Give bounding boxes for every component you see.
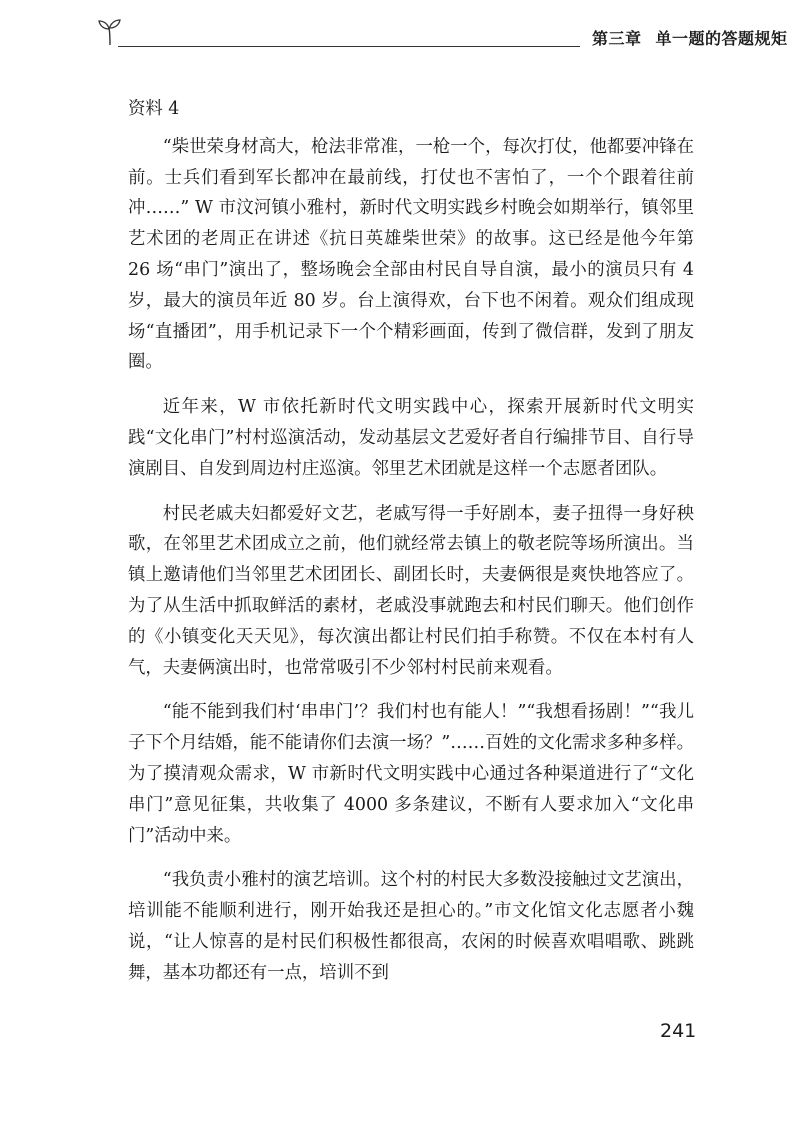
page-body (128, 94, 694, 1003)
body-paragraph: “我负责小雅村的演艺培训。这个村的村民大多数没接触过文艺演出，培训能不能顺利进行，刚开始我还是担心的。”市文化馆文化志愿者小魏说，“让人惊喜的是村民们积极性都很高，农闲的时候喜欢唱唱歌、跳跳舞，基本功都还有一点，培训不到 (128, 870, 694, 983)
body-paragraph: “能不能到我们村‘串串门’？我们村也有能人！”“我想看扬剧！”“我儿子下个月结婚，能不能请你们去演一场？”……百姓的文化需求多种多样。为了摸清观众需求，W 市新时代文明实践中心通过各种渠道进行了“文化串门”意见征集，共收集了 4000 多条建议，不断有人要求加入“文化串门”活动中来。 (128, 702, 694, 846)
header-rule (118, 46, 580, 47)
section-title: 单一题的答题规矩 (655, 29, 788, 48)
body-paragraph: “柴世荣身材高大，枪法非常准，一枪一个，每次打仗，他都要冲锋在前。士兵们看到军长都冲在最前线，打仗也不害怕了，一个个跟着往前冲……” W 市汶河镇小雅村，新时代文明实践乡村晚会如期举行，镇邻里艺术团的老周正在讲述《抗日英雄柴世荣》的故事。这已经是他今年第 26 场“串门”演出了，整场晚会全部由村民自导自演，最小的演员只有 4 岁，最大的演员年近 80 岁。台上演得欢，台下也不闲着。观众们组成现场“直播团”，用手机记录下一个个精彩画面，传到了微信群，发到了朋友圈。 (128, 136, 694, 373)
chapter-number: 第三章 (592, 29, 642, 48)
chapter-heading (592, 26, 788, 49)
running-header (96, 14, 788, 54)
material-label: 资料 4 (128, 99, 180, 119)
body-paragraph: 近年来，W 市依托新时代文明实践中心，探索开展新时代文明实践“文化串门”村村巡演活动，发动基层文艺爱好者自行编排节目、自行导演剧目、自发到周边村庄巡演。邻里艺术团就是这样一个志愿者团队。 (128, 397, 694, 479)
body-paragraph: 村民老戚夫妇都爱好文艺，老戚写得一手好剧本，妻子扭得一身好秧歌，在邻里艺术团成立之前，他们就经常去镇上的敬老院等场所演出。当镇上邀请他们当邻里艺术团团长、副团长时，夫妻俩很是爽快地答应了。为了从生活中抓取鲜活的素材，老戚没事就跑去和村民们聊天。他们创作的《小镇变化天天见》，每次演出都让村民们拍手称赞。不仅在本村有人气，夫妻俩演出时，也常常吸引不少邻村村民前来观看。 (128, 503, 694, 678)
page-number: 241 (660, 1020, 697, 1042)
sprout-icon (96, 16, 124, 46)
